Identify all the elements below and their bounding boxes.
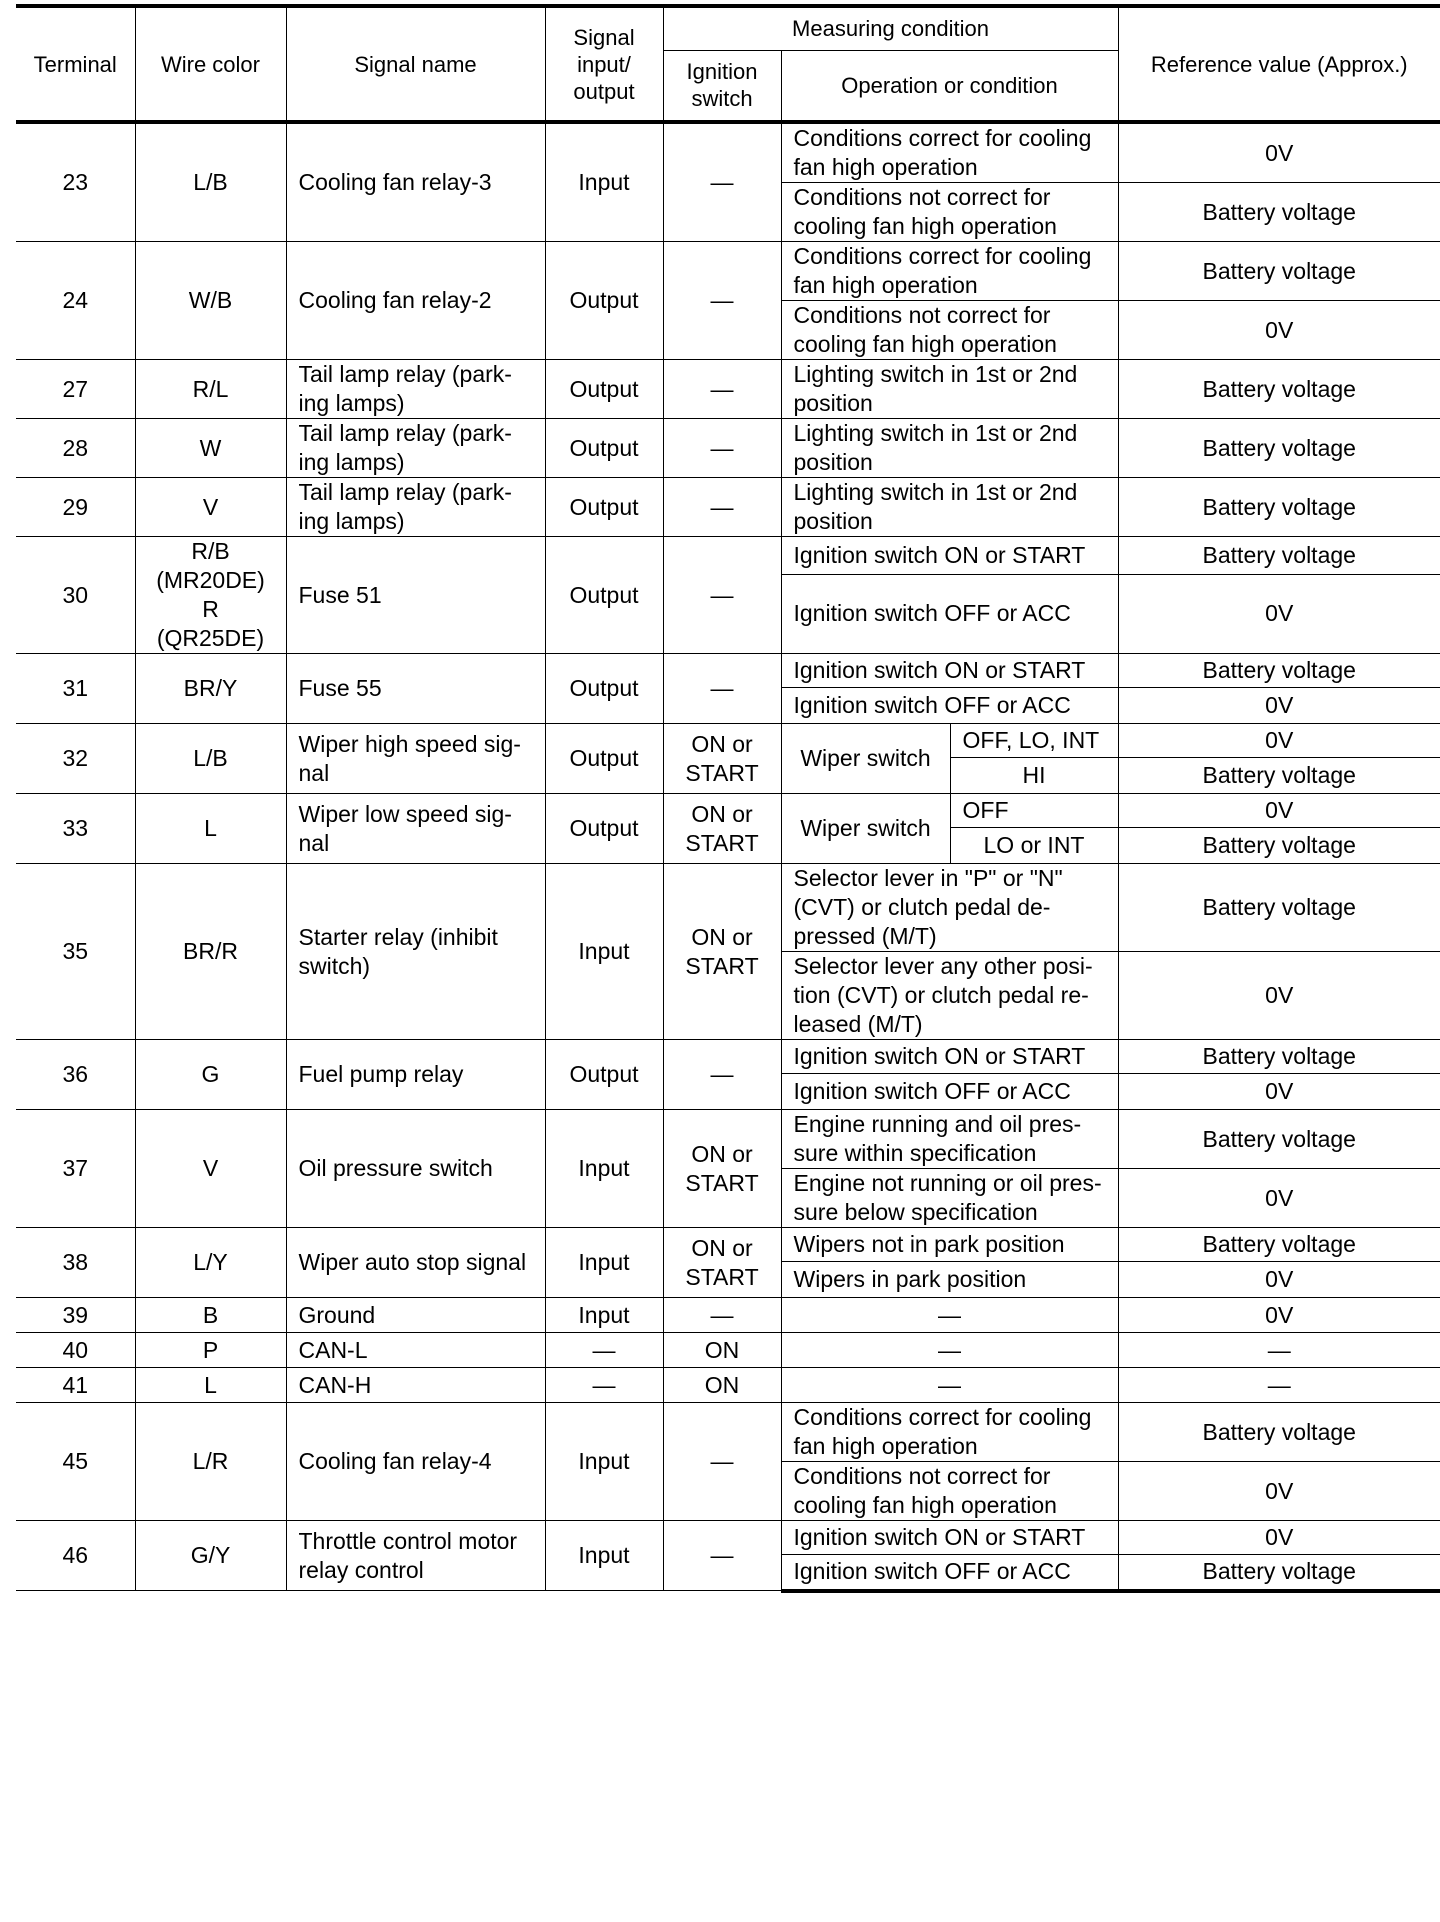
- reference-value-cell: —: [1118, 1333, 1440, 1368]
- header-row-top: [16, 6, 1440, 50]
- terminal-cell: 32: [16, 724, 135, 794]
- ignition-switch-cell: —: [663, 654, 781, 724]
- signal-io-cell: Input: [545, 1298, 663, 1333]
- reference-value-cell: 0V: [1118, 1298, 1440, 1333]
- operation-cell: Selector lever in "P" or "N" (CVT) or clutch pedal de-pressed (M/T): [781, 864, 1118, 952]
- operation-cell: Conditions correct for cooling fan high operation: [781, 1403, 1118, 1462]
- signal-name-cell: Cooling fan relay-3: [286, 122, 545, 242]
- table-row: [16, 1110, 1440, 1169]
- signal-io-cell: Output: [545, 242, 663, 360]
- ignition-switch-cell: —: [663, 419, 781, 478]
- wire-color-cell: G: [135, 1040, 286, 1110]
- terminal-cell: 30: [16, 537, 135, 654]
- wire-color-cell: V: [135, 478, 286, 537]
- signal-io-cell: Output: [545, 654, 663, 724]
- operation-cell: Ignition switch ON or START: [781, 1040, 1118, 1074]
- wire-color-cell: R/B (MR20DE) R (QR25DE): [135, 537, 286, 654]
- ignition-switch-cell: ON or START: [663, 724, 781, 794]
- signal-io-cell: Input: [545, 1228, 663, 1298]
- table-row: [16, 1228, 1440, 1262]
- reference-value-cell: 0V: [1118, 1521, 1440, 1555]
- reference-value-cell: Battery voltage: [1118, 654, 1440, 688]
- operation-cell: Ignition switch ON or START: [781, 1521, 1118, 1555]
- table-row: [16, 122, 1440, 183]
- operation-cell: Wipers not in park position: [781, 1228, 1118, 1262]
- reference-value-cell: 0V: [1118, 688, 1440, 724]
- signal-name-cell: Wiper low speed sig-nal: [286, 794, 545, 864]
- ignition-switch-cell: —: [663, 1403, 781, 1521]
- signal-name-cell: Tail lamp relay (park-ing lamps): [286, 419, 545, 478]
- reference-value-cell: Battery voltage: [1118, 478, 1440, 537]
- operation-cell: Ignition switch OFF or ACC: [781, 688, 1118, 724]
- signal-name-cell: Cooling fan relay-2: [286, 242, 545, 360]
- header-signal-name: Signal name: [286, 6, 545, 122]
- reference-value-cell: 0V: [1118, 724, 1440, 758]
- table-row: [16, 1521, 1440, 1555]
- reference-value-cell: Battery voltage: [1118, 360, 1440, 419]
- signal-name-cell: Fuse 51: [286, 537, 545, 654]
- terminal-cell: 46: [16, 1521, 135, 1591]
- operation-cell: Ignition switch OFF or ACC: [781, 1074, 1118, 1110]
- signal-name-cell: Cooling fan relay-4: [286, 1403, 545, 1521]
- signal-io-cell: Output: [545, 724, 663, 794]
- reference-value-cell: 0V: [1118, 574, 1440, 653]
- terminal-cell: 24: [16, 242, 135, 360]
- table-row: [16, 1040, 1440, 1074]
- operation-cell: Conditions not correct for cooling fan high operation: [781, 301, 1118, 360]
- table-body: [16, 122, 1440, 1591]
- operation-cell: Conditions correct for cooling fan high operation: [781, 242, 1118, 301]
- ignition-switch-cell: ON: [663, 1368, 781, 1403]
- reference-value-cell: Battery voltage: [1118, 1040, 1440, 1074]
- table-row: [16, 360, 1440, 419]
- signal-name-cell: Tail lamp relay (park-ing lamps): [286, 478, 545, 537]
- header-ignition-switch: Ignition switch: [663, 50, 781, 122]
- terminal-cell: 23: [16, 122, 135, 242]
- signal-io-cell: Output: [545, 537, 663, 654]
- operation-cell: —: [781, 1368, 1118, 1403]
- sub-condition-cell: Wiper switch: [781, 724, 950, 794]
- signal-name-cell: Tail lamp relay (park-ing lamps): [286, 360, 545, 419]
- ignition-switch-cell: ON or START: [663, 794, 781, 864]
- operation-cell: Conditions correct for cooling fan high operation: [781, 122, 1118, 183]
- ignition-switch-cell: —: [663, 122, 781, 242]
- reference-value-cell: 0V: [1118, 301, 1440, 360]
- signal-io-cell: Input: [545, 1403, 663, 1521]
- terminal-cell: 40: [16, 1333, 135, 1368]
- signal-name-cell: Wiper high speed sig-nal: [286, 724, 545, 794]
- wire-color-cell: L/B: [135, 724, 286, 794]
- signal-io-cell: —: [545, 1368, 663, 1403]
- table-row: [16, 537, 1440, 575]
- terminal-cell: 36: [16, 1040, 135, 1110]
- operation-cell: Ignition switch OFF or ACC: [781, 1555, 1118, 1591]
- signal-io-cell: Output: [545, 360, 663, 419]
- reference-value-cell: 0V: [1118, 794, 1440, 828]
- terminal-cell: 33: [16, 794, 135, 864]
- signal-name-cell: Starter relay (inhibit switch): [286, 864, 545, 1040]
- reference-value-cell: 0V: [1118, 122, 1440, 183]
- terminal-cell: 38: [16, 1228, 135, 1298]
- signal-name-cell: Throttle control motor relay control: [286, 1521, 545, 1591]
- terminal-cell: 41: [16, 1368, 135, 1403]
- operation-cell: Lighting switch in 1st or 2nd position: [781, 419, 1118, 478]
- reference-value-cell: Battery voltage: [1118, 183, 1440, 242]
- terminal-cell: 37: [16, 1110, 135, 1228]
- ignition-switch-cell: —: [663, 242, 781, 360]
- terminal-cell: 35: [16, 864, 135, 1040]
- reference-value-cell: Battery voltage: [1118, 537, 1440, 575]
- ignition-switch-cell: ON: [663, 1333, 781, 1368]
- operation-cell: Lighting switch in 1st or 2nd position: [781, 478, 1118, 537]
- ignition-switch-cell: —: [663, 360, 781, 419]
- ignition-switch-cell: —: [663, 537, 781, 654]
- ignition-switch-cell: ON or START: [663, 1228, 781, 1298]
- table-row: [16, 1298, 1440, 1333]
- operation-cell: Ignition switch ON or START: [781, 537, 1118, 575]
- reference-value-cell: 0V: [1118, 1169, 1440, 1228]
- reference-value-cell: Battery voltage: [1118, 1110, 1440, 1169]
- operation-cell: OFF: [950, 794, 1118, 828]
- table-row: [16, 1403, 1440, 1462]
- signal-name-cell: Wiper auto stop signal: [286, 1228, 545, 1298]
- terminal-cell: 28: [16, 419, 135, 478]
- reference-value-cell: Battery voltage: [1118, 864, 1440, 952]
- terminal-spec-table: [16, 4, 1440, 1593]
- ignition-switch-cell: ON or START: [663, 1110, 781, 1228]
- reference-value-cell: 0V: [1118, 1262, 1440, 1298]
- wire-color-cell: BR/R: [135, 864, 286, 1040]
- operation-cell: Engine not running or oil pres-sure below specification: [781, 1169, 1118, 1228]
- table-row: [16, 478, 1440, 537]
- ignition-switch-cell: —: [663, 1521, 781, 1591]
- reference-value-cell: Battery voltage: [1118, 828, 1440, 864]
- reference-value-cell: Battery voltage: [1118, 419, 1440, 478]
- reference-value-cell: 0V: [1118, 1074, 1440, 1110]
- table-row: [16, 419, 1440, 478]
- signal-name-cell: CAN-H: [286, 1368, 545, 1403]
- reference-value-cell: Battery voltage: [1118, 1555, 1440, 1591]
- table-row: [16, 242, 1440, 301]
- wire-color-cell: L/B: [135, 122, 286, 242]
- sub-condition-cell: Wiper switch: [781, 794, 950, 864]
- wire-color-cell: L/Y: [135, 1228, 286, 1298]
- wire-color-cell: L: [135, 794, 286, 864]
- header-measuring-condition: Measuring condition: [663, 6, 1118, 50]
- wire-color-cell: P: [135, 1333, 286, 1368]
- signal-io-cell: Output: [545, 1040, 663, 1110]
- operation-cell: Lighting switch in 1st or 2nd position: [781, 360, 1118, 419]
- terminal-cell: 39: [16, 1298, 135, 1333]
- signal-io-cell: Input: [545, 1521, 663, 1591]
- operation-cell: —: [781, 1298, 1118, 1333]
- terminal-reference-document: [16, 4, 1440, 1593]
- signal-name-cell: Fuel pump relay: [286, 1040, 545, 1110]
- wire-color-cell: BR/Y: [135, 654, 286, 724]
- reference-value-cell: Battery voltage: [1118, 1403, 1440, 1462]
- signal-name-cell: CAN-L: [286, 1333, 545, 1368]
- signal-io-cell: Output: [545, 794, 663, 864]
- operation-cell: Selector lever any other posi-tion (CVT) or clutch pedal re-leased (M/T): [781, 952, 1118, 1040]
- operation-cell: HI: [950, 758, 1118, 794]
- reference-value-cell: Battery voltage: [1118, 758, 1440, 794]
- ignition-switch-cell: —: [663, 1298, 781, 1333]
- table-row: [16, 724, 1440, 758]
- operation-cell: OFF, LO, INT: [950, 724, 1118, 758]
- terminal-cell: 29: [16, 478, 135, 537]
- signal-io-cell: Input: [545, 122, 663, 242]
- signal-name-cell: Oil pressure switch: [286, 1110, 545, 1228]
- header-signal-io: Signal input/ output: [545, 6, 663, 122]
- header-operation: Operation or condition: [781, 50, 1118, 122]
- reference-value-cell: 0V: [1118, 952, 1440, 1040]
- terminal-cell: 45: [16, 1403, 135, 1521]
- wire-color-cell: V: [135, 1110, 286, 1228]
- operation-cell: Ignition switch OFF or ACC: [781, 574, 1118, 653]
- table-row: [16, 1333, 1440, 1368]
- table-row: [16, 794, 1440, 828]
- wire-color-cell: L: [135, 1368, 286, 1403]
- operation-cell: Conditions not correct for cooling fan high operation: [781, 1462, 1118, 1521]
- wire-color-cell: G/Y: [135, 1521, 286, 1591]
- terminal-cell: 27: [16, 360, 135, 419]
- signal-io-cell: Output: [545, 478, 663, 537]
- header-terminal: Terminal: [16, 6, 135, 122]
- reference-value-cell: Battery voltage: [1118, 242, 1440, 301]
- signal-io-cell: —: [545, 1333, 663, 1368]
- signal-name-cell: Fuse 55: [286, 654, 545, 724]
- operation-cell: Conditions not correct for cooling fan high operation: [781, 183, 1118, 242]
- header-wire-color: Wire color: [135, 6, 286, 122]
- wire-color-cell: B: [135, 1298, 286, 1333]
- header-reference-value: Reference value (Approx.): [1118, 6, 1440, 122]
- terminal-cell: 31: [16, 654, 135, 724]
- reference-value-cell: 0V: [1118, 1462, 1440, 1521]
- operation-cell: Ignition switch ON or START: [781, 654, 1118, 688]
- table-row: [16, 1368, 1440, 1403]
- operation-cell: LO or INT: [950, 828, 1118, 864]
- ignition-switch-cell: —: [663, 478, 781, 537]
- table-row: [16, 654, 1440, 688]
- ignition-switch-cell: —: [663, 1040, 781, 1110]
- reference-value-cell: —: [1118, 1368, 1440, 1403]
- operation-cell: Engine running and oil pres-sure within specification: [781, 1110, 1118, 1169]
- wire-color-cell: L/R: [135, 1403, 286, 1521]
- operation-cell: —: [781, 1333, 1118, 1368]
- wire-color-cell: R/L: [135, 360, 286, 419]
- operation-cell: Wipers in park position: [781, 1262, 1118, 1298]
- signal-name-cell: Ground: [286, 1298, 545, 1333]
- signal-io-cell: Input: [545, 864, 663, 1040]
- ignition-switch-cell: ON or START: [663, 864, 781, 1040]
- signal-io-cell: Input: [545, 1110, 663, 1228]
- signal-io-cell: Output: [545, 419, 663, 478]
- reference-value-cell: Battery voltage: [1118, 1228, 1440, 1262]
- wire-color-cell: W/B: [135, 242, 286, 360]
- table-row: [16, 864, 1440, 952]
- wire-color-cell: W: [135, 419, 286, 478]
